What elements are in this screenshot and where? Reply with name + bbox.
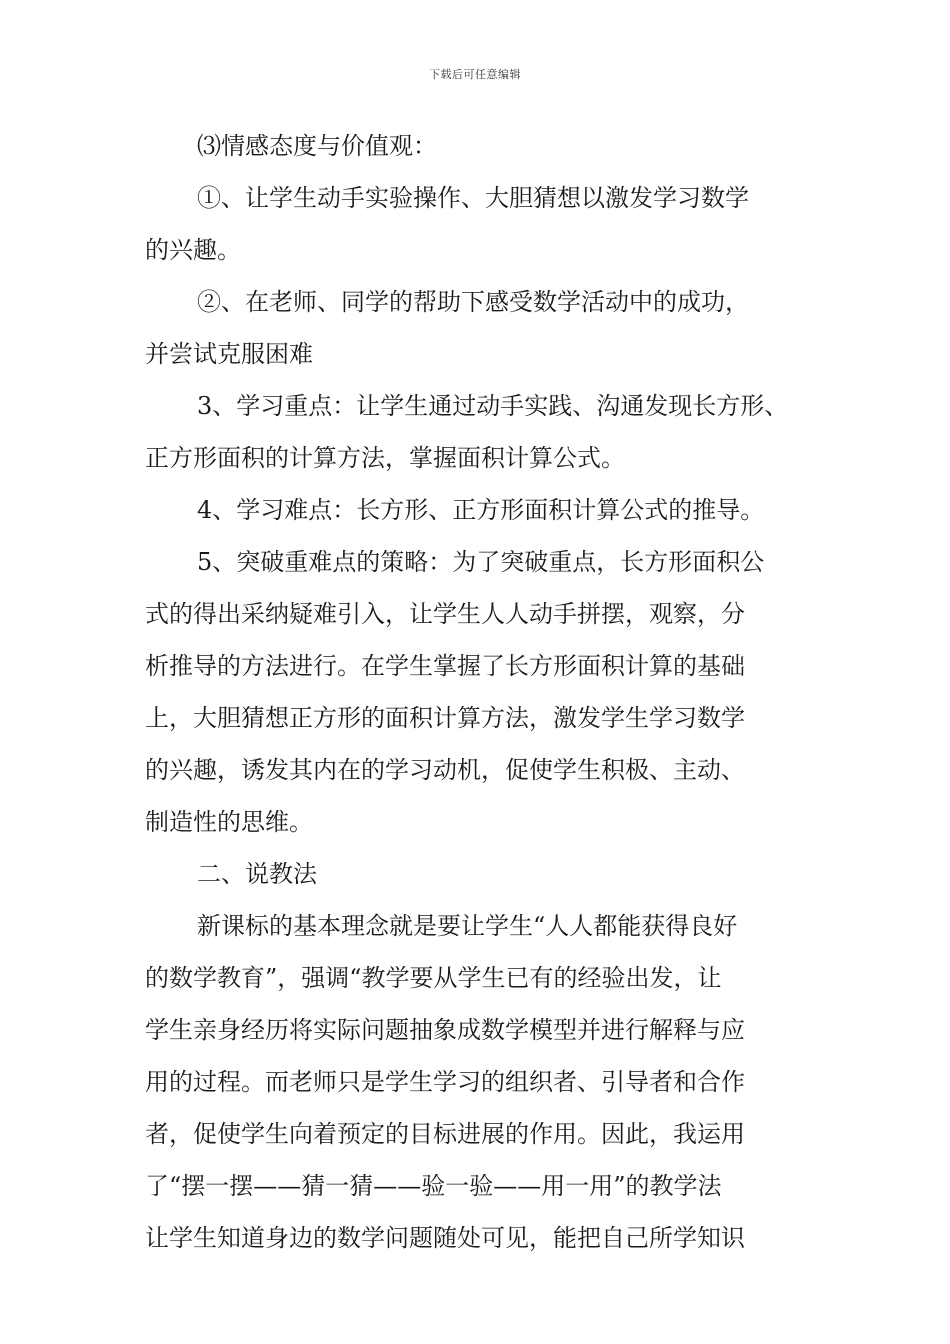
text-line: 用的过程。而老师只是学生学习的组织者、引导者和合作 — [145, 1068, 745, 1096]
text-line: 的兴趣，诱发其内在的学习动机，促使学生积极、主动、 — [145, 756, 745, 784]
text-line: 4、学习难点：长方形、正方形面积计算公式的推导。 — [197, 496, 765, 524]
document-body — [145, 120, 817, 1264]
text-line: ⑶情感态度与价值观： — [197, 132, 437, 160]
text-line: 了“摆一摆——猜一猜——验一验——用一用”的教学法 — [145, 1172, 722, 1200]
text-line: 析推导的方法进行。在学生掌握了长方形面积计算的基础 — [145, 652, 745, 680]
text-line: ①、让学生动手实验操作、大胆猜想以激发学习数学 — [197, 184, 749, 212]
section-heading: 二、说教法 — [197, 860, 317, 888]
text-line: 学生亲身经历将实际问题抽象成数学模型并进行解释与应 — [145, 1016, 745, 1044]
text-line: 的数学教育”，强调“教学要从学生已有的经验出发，让 — [145, 964, 722, 992]
text-line: 式的得出采纳疑难引入，让学生人人动手拼摆，观察，分 — [145, 600, 745, 628]
text-line: 的兴趣。 — [145, 236, 241, 264]
text-line: 3、学习重点：让学生通过动手实践、沟通发现长方形、 — [197, 392, 789, 420]
text-line: 制造性的思维。 — [145, 808, 313, 836]
text-line: 正方形面积的计算方法，掌握面积计算公式。 — [145, 444, 625, 472]
text-line: ②、在老师、同学的帮助下感受数学活动中的成功， — [197, 288, 749, 316]
page-header-note: 下载后可任意编辑 — [429, 68, 521, 81]
text-line: 上，大胆猜想正方形的面积计算方法，激发学生学习数学 — [145, 704, 745, 732]
text-line: 新课标的基本理念就是要让学生“人人都能获得良好 — [197, 912, 738, 940]
text-line: 让学生知道身边的数学问题随处可见，能把自己所学知识 — [145, 1224, 745, 1252]
text-line: 5、突破重难点的策略：为了突破重点，长方形面积公 — [197, 548, 765, 576]
text-line: 并尝试克服困难 — [145, 340, 313, 368]
text-line: 者，促使学生向着预定的目标进展的作用。因此，我运用 — [145, 1120, 745, 1148]
